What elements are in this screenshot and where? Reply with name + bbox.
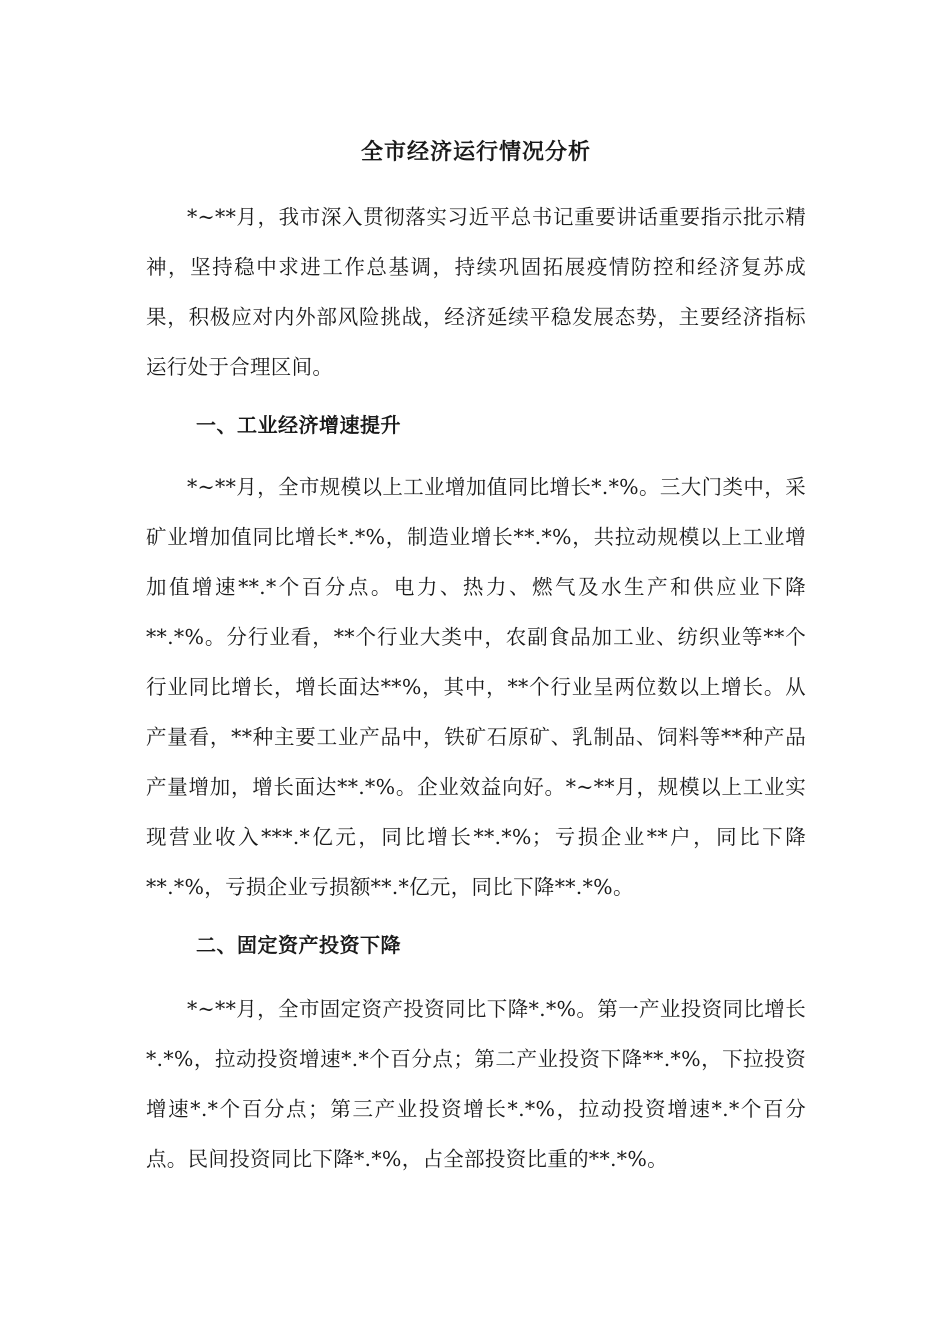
section-body-industry: *~**月，全市规模以上工业增加值同比增长*.*%。三大门类中，采矿业增加值同比增长*.*%，制造业增长**.*%，共拉动规模以上工业增加值增速**.*个百分点。电力、热力、燃气及水生产和供应业下降**.*%。分行业看，**个行业大类中，农副食品加工业、纺织业等**个行业同比增长，增长面达**%，其中，**个行业呈两位数以上增长。从产量看，**种主要工业产品中，铁矿石原矿、乳制品、饲料等**种产品产量增加，增长面达**.*%。企业效益向好。*~**月，规模以上工业实现营业收入***.*亿元，同比增长**.*%；亏损企业**户，同比下降**.*%，亏损企业亏损额**.*亿元，同比下降**.*%。 — [146, 475, 806, 899]
intro-paragraph: *~**月，我市深入贯彻落实习近平总书记重要讲话重要指示批示精神，坚持稳中求进工作总基调，持续巩固拓展疫情防控和经济复苏成果，积极应对内外部风险挑战，经济延续平稳发展态势，主要经济指标运行处于合理区间。 — [146, 205, 806, 379]
section-heading-investment: 二、固定资产投资下降 — [196, 933, 401, 957]
section-body-investment: *~**月，全市固定资产投资同比下降*.*%。第一产业投资同比增长*.*%，拉动投资增速*.*个百分点；第二产业投资下降**.*%，下拉投资增速*.*个百分点；第三产业投资增长*.*%，拉动投资增速*.*个百分点。民间投资同比下降*.*%，占全部投资比重的**.*%。 — [146, 997, 806, 1171]
section-heading-industry: 一、工业经济增速提升 — [196, 413, 401, 437]
document-title: 全市经济运行情况分析 — [360, 140, 591, 165]
